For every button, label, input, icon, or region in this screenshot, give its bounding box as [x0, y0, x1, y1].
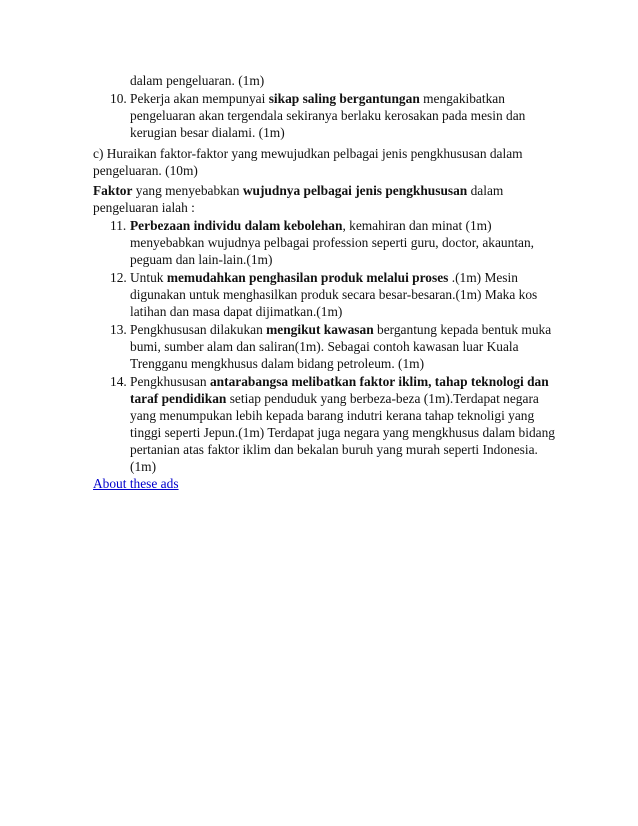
list-item-bold-text: memudahkan penghasilan produk melalui proses — [166, 270, 449, 285]
numbered-list-b — [93, 217, 555, 475]
list-item-bold-text: antarabangsa melibatkan faktor iklim, tahap teknologi dan taraf pendidikan — [130, 374, 549, 406]
list-item-text: setiap penduduk yang berbeza-beza (1m).Terdapat negara yang menumpukan lebih kepada barang indutri kerana tahap teknoligi yang tinggi seperti Jepun.(1m) Terdapat juga negara yang mengkhusus dalam bidang pertanian atas faktor iklim dan bekalan buruh yang murah seperti Indonesia. (1m) — [130, 391, 555, 474]
intro-bold-2: wujudnya pelbagai jenis pengkhususan — [242, 183, 468, 198]
list-item-text: Pekerja akan mempunyai — [130, 91, 269, 106]
list-item — [93, 373, 555, 475]
intro-text-2: dalam pengeluaran ialah : — [93, 183, 504, 215]
list-item-bold-text: Perbezaan individu dalam kebolehan — [130, 218, 343, 233]
list-item — [93, 217, 555, 268]
list-item-bold-text: mengikut kawasan — [266, 322, 374, 337]
list-item-text: , kemahiran dan minat (1m) menyebabkan wujudnya pelbagai profession seperti guru, doctor, akauntan, peguam dan lain-lain.(1m) — [130, 218, 535, 267]
ads-row — [93, 475, 555, 492]
list-item — [93, 321, 555, 372]
intro-bold-1: Faktor — [93, 183, 133, 198]
list-item-text: Untuk — [130, 270, 167, 285]
list-item-number: 12. — [110, 270, 127, 285]
list-item-number: 10. — [110, 91, 127, 106]
list-item-9-continuation: dalam pengeluaran. (1m) — [130, 73, 265, 88]
list-item-number: 14. — [110, 374, 127, 389]
list-item-text: Pengkhususan dilakukan — [130, 322, 267, 337]
list-item — [93, 90, 555, 141]
list-item-number: 13. — [110, 322, 127, 337]
intro-text-1: yang menyebabkan — [132, 183, 243, 198]
list-item-text: bergantung kepada bentuk muka bumi, sumber alam dan saliran(1m). Sebagai contoh kawasan luar Kuala Trengganu mengkhusus dalam bidang petroleum. (1m) — [130, 322, 552, 371]
list-item-text: mengakibatkan pengeluaran akan tergendala sekiranya berlaku kerosakan pada mesin dan kerugian besar dialami. (1m) — [130, 91, 526, 140]
list-item — [93, 269, 555, 320]
numbered-list-a — [93, 90, 555, 141]
list-item-text: .(1m) Mesin digunakan untuk menghasilkan produk secara besar-besaran.(1m) Maka kos latihan dan masa dapat dijimatkan.(1m) — [130, 270, 538, 319]
intro-paragraph — [93, 182, 555, 216]
about-ads-link[interactable]: About these ads — [93, 476, 179, 491]
question-c: c) Huraikan faktor-faktor yang mewujudkan pelbagai jenis pengkhususan dalam pengeluaran. (10m) — [93, 146, 523, 178]
list-item-text: Pengkhususan — [130, 374, 210, 389]
document-body — [93, 72, 555, 492]
list-item-number: 11. — [110, 218, 127, 233]
list-item-bold-text: sikap saling bergantungan — [268, 91, 420, 106]
